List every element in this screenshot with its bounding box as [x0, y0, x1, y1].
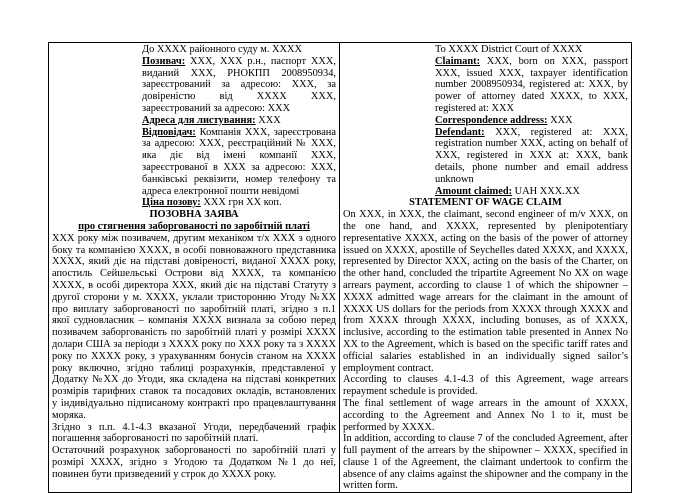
right-plaintiff-block — [435, 56, 628, 115]
left-claim-text: ХХХ грн ХХ коп. — [203, 197, 282, 209]
right-mail-block — [435, 115, 628, 127]
left-defendant-block — [142, 127, 336, 198]
right-court-line: To XXXX District Court of XXXX — [435, 44, 583, 55]
table-row — [49, 43, 632, 493]
right-plaintiff-text: XXX, born on XXX, passport XXX, issued XXX, taxpayer identification number 2008950934, registered at: XXX, by power of attorney dated XXXX, to XXX, registered at: XXX — [435, 55, 628, 114]
left-plaintiff-text: ХХХ, ХХХ р.н., паспорт ХХХ, виданий ХХХ, РНОКПП 2008950934, зареєстрований за адресою: ХХХ, за довіреністю від ХХХХ ХХХ, зареєстрований за адресою: ХХХ — [142, 55, 336, 114]
left-document-subtitle: про стягнення заборгованості по заробітній платі — [78, 220, 310, 232]
left-court-line: До ХХХХ районного суду м. ХХХХ — [142, 44, 303, 55]
left-claim-block — [142, 197, 336, 209]
left-paragraph-2: Згідно з п.п. 4.1-4.3 вказаної Угоди, передбачений графік погашення заборгованості по заробітній платі. — [52, 421, 336, 445]
right-defendant-text: XXX, registered at: XXX, registration number XXX, acting on behalf of XXX, registered in XXX at: XXX, bank details, phone number and email address unknown — [435, 126, 628, 185]
left-plaintiff-label: Позивач: — [142, 55, 186, 67]
left-mail-block — [142, 115, 336, 127]
right-paragraph-1: On XXX, in XXX, the claimant, second engineer of m/v XXX, on the one hand, and XXXX, represented by plenipotentiary representative XXXX, acting on the basis of the power of attorney issued on XXXX, apostille of Seychelles dated XXXX, and XXXX, represented by Director XXX, acting on the basis of the Charter, on the other hand, concluded the tripartite Agreement No XX on wage arrears payment, according to clause 1 of which the shipowner – XXXX admitted wage arrears for the claimant in the amount of XXXX US dollars for the periods from XXXX through XXXX and from XXXX through XXXX, including bonuses, as of XXXX, inclusive, according to the estimation table presented in Annex No XX to the Agreement, which is based on the specific tariff rates and official salaries established in an individually signed sailor’s employment contract. — [343, 209, 628, 374]
left-paragraph-3: Остаточний розрахунок заборгованості по заробітній платі у розмірі ХХХХ, згідно з Угодою та Додатком №1 до неї, повинен бути призведений у строк до ХХХХ року. — [52, 445, 336, 480]
right-document-title: STATEMENT OF WAGE CLAIM — [409, 197, 562, 209]
ukrainian-column — [49, 43, 340, 493]
right-paragraph-4: In addition, according to clause 7 of the concluded Agreement, after full payment of the arrears by the shipowner – XXXX, specified in clause 1 of the Agreement, the claimant undertook to confirm the absence of any claims against the shipowner and the company in the written form. — [343, 433, 628, 492]
right-claim-text: UAH XXX.XX — [514, 185, 580, 197]
right-header-block — [343, 44, 628, 197]
right-defendant-block — [435, 127, 628, 186]
left-header-block — [52, 44, 336, 209]
right-mail-label: Correspondence address: — [435, 114, 548, 126]
right-paragraph-3: The final settlement of wage arrears in the amount of XXXX, according to the Agreement and Annex No 1 to it, must be performed by XXXX. — [343, 397, 628, 433]
english-column — [340, 43, 632, 493]
right-claim-block — [435, 186, 628, 198]
right-defendant-label: Defendant: — [435, 126, 485, 138]
left-mail-label: Адреса для листування: — [142, 114, 256, 126]
bilingual-document-table — [48, 42, 632, 493]
left-claim-label: Ціна позову: — [142, 197, 201, 209]
left-mail-text: ХХХ — [258, 114, 281, 126]
right-paragraph-2: According to clauses 4.1-4.3 of this Agreement, wage arrears repayment schedule is provided. — [343, 374, 628, 398]
right-plaintiff-label: Claimant: — [435, 55, 481, 67]
left-plaintiff-block — [142, 56, 336, 115]
right-mail-text: XXX — [550, 114, 573, 126]
left-defendant-text: Компанія ХХХ, зареєстрована за адресою: ХХХ, реєстраційний № ХХХ, яка діє від імені компанії ХХХ, зареєстрованої в ХХХ за адресою: ХХХ, банківські реквізити, номер телефону та адреса електронної пошти невідомі — [142, 126, 336, 197]
left-document-title: ПОЗОВНА ЗАЯВА — [149, 209, 239, 221]
right-claim-label: Amount claimed: — [435, 185, 513, 197]
left-defendant-label: Відповідач: — [142, 126, 196, 138]
left-paragraph-1: ХХХ року між позивачем, другим механіком т/х ХХХ з одного боку та компанією ХХХХ, в особі повноважного представника ХХХХ, який діє на підставі довіреності, виданої ХХХХ року, апостиль Сейшельські Острови від ХХХХ, та компанією ХХХХ, в особі директора ХХХ, який діє на підставі Статуту з другої сторони у м. ХХХХ, уклали тристоронню Угоду №ХХ про виплату заборгованості по заробітній платі, згідно з п.1 якої судновласник – компанія ХХХХ визнала за собою перед позивачем заборгованість по заробітній платі у розмірі ХХХХ долари США за періоди з ХХХХ року по ХХХ року та з ХХХХ року по ХХХХ року, з урахуванням бонусів станом на ХХХХ року включно, згідно таблиці розрахунків, представленої у Додатку №ХХ до Угоди, яка складена на підставі конкретних розмірів тарифних ставок та посадових окладів, встановлених у індивідуально підписаному контракті про працевлаштування моряка. — [52, 232, 336, 421]
